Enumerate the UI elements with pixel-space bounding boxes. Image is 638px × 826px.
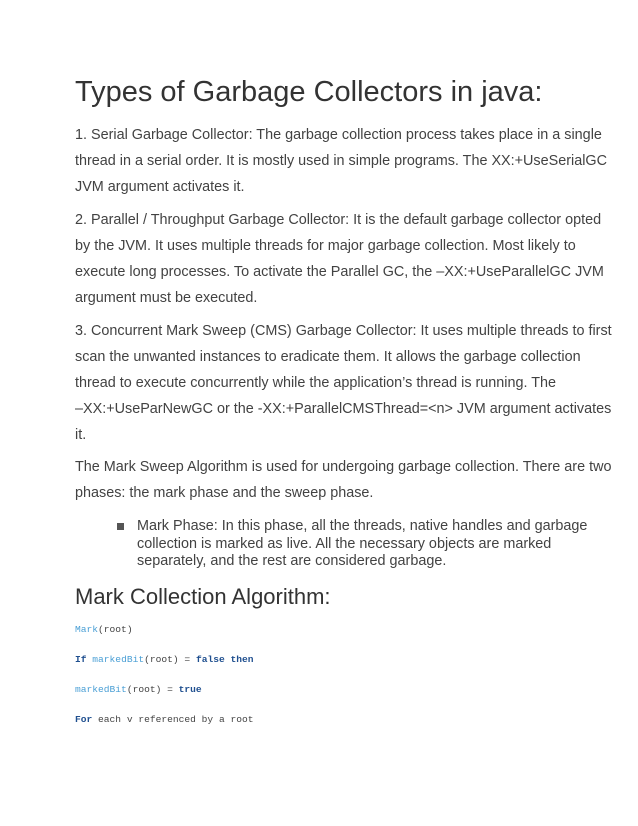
code-text: (root) xyxy=(98,624,133,635)
text-line: thread in a serial order. It is mostly used in simple programs. The XX:+UseSerialGC xyxy=(75,153,608,169)
code-line xyxy=(75,624,133,636)
text-line: JVM argument activates it. xyxy=(75,179,245,195)
text-line: Mark Phase: In this phase, all the threads, native handles and garbage xyxy=(137,518,588,534)
code-text: (root) = xyxy=(144,654,196,665)
code-function: markedBit xyxy=(75,684,127,695)
code-keyword: For xyxy=(75,714,93,725)
text-line: collection is marked as live. All the necessary objects are marked xyxy=(137,535,552,552)
bullet-text xyxy=(137,518,587,571)
text-line: scan the unwanted instances to eradicate them. It allows the garbage collection xyxy=(75,349,581,365)
code-text: (root) = xyxy=(126,684,179,695)
text-line: 3. Concurrent Mark Sweep (CMS) Garbage Collector: It uses multiple threads to first xyxy=(75,323,612,339)
paragraph-serial-gc xyxy=(75,122,608,200)
text-line: execute long processes. To activate the Parallel GC, the –XX:+UseParallelGC JVM xyxy=(75,264,604,280)
code-keyword: then xyxy=(230,654,254,665)
code-keyword: If xyxy=(75,654,87,665)
text-line: –XX:+UseParNewGC or the -XX:+ParallelCMSThread=<n> JVM argument activates xyxy=(75,401,612,417)
text-line: it. xyxy=(75,427,87,443)
code-line xyxy=(75,684,202,696)
code-function: markedBit xyxy=(92,654,145,665)
paragraph-mark-sweep xyxy=(75,454,612,506)
paragraph-cms-gc xyxy=(75,318,612,448)
code-function: Mark xyxy=(75,624,99,635)
code-line xyxy=(75,654,254,666)
code-text: each v referenced by a root xyxy=(92,714,254,725)
square-bullet-icon xyxy=(117,523,124,530)
text-line: 2. Parallel / Throughput Garbage Collector: It is the default garbage collector opted xyxy=(75,212,602,228)
text-line: 1. Serial Garbage Collector: The garbage collection process takes place in a single xyxy=(75,127,602,143)
paragraph-parallel-gc xyxy=(75,207,604,311)
text-line: argument must be executed. xyxy=(75,290,258,306)
page-title: Types of Garbage Collectors in java: xyxy=(75,76,543,108)
text-line: separately, and the rest are considered garbage. xyxy=(137,553,447,569)
code-line xyxy=(75,714,253,726)
section-heading: Mark Collection Algorithm: xyxy=(75,584,331,609)
text-line: by the JVM. It uses multiple threads for major garbage collection. Most likely to xyxy=(75,238,576,254)
code-keyword: false xyxy=(195,654,225,665)
code-keyword: true xyxy=(178,684,202,695)
text-line: phases: the mark phase and the sweep phase. xyxy=(75,485,374,501)
text-line: The Mark Sweep Algorithm is used for undergoing garbage collection. There are two xyxy=(75,459,612,475)
text-line: thread to execute concurrently while the application’s thread is running. The xyxy=(75,375,557,391)
